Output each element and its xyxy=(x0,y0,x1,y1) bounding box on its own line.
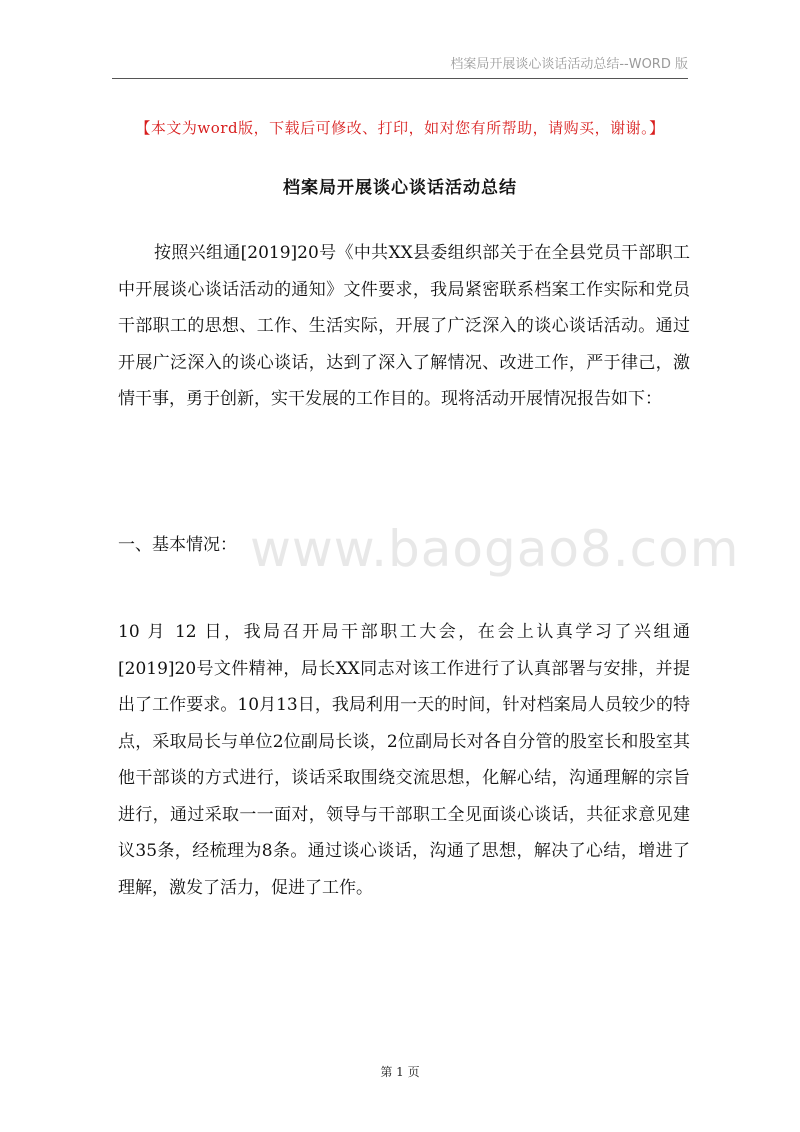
basic-info-paragraph: 10 月 12 日，我局召开局干部职工大会，在会上认真学习了兴组通[2019]20号文件精神，局长XX同志对该工作进行了认真部署与安排，并提出了工作要求。10月13日，我局利用一天的时间，针对档案局人员较少的特点，采取局长与单位2位副局长谈，2位副局长对各自分管的股室长和股室其他干部谈的方式进行，谈话采取围绕交流思想，化解心结，沟通理解的宗旨进行，通过采取一一面对，领导与干部职工全见面谈心谈话，共征求意见建议35条，经梳理为8条。通过谈心谈话，沟通了思想，解决了心结，增进了理解，激发了活力，促进了工作。 xyxy=(118,622,690,898)
intro-paragraph: 按照兴组通[2019]20号《中共XX县委组织部关于在全县党员干部职工中开展谈心谈话活动的通知》文件要求，我局紧密联系档案工作实际和党员干部职工的思想、工作、生活实际，开展了广泛深入的谈心谈话活动。通过开展广泛深入的谈心谈话，达到了深入了解情况、改进工作，严于律己，激情干事，勇于创新，实干发展的工作目的。现将活动开展情况报告如下： xyxy=(118,243,690,409)
page-number: 第 1 页 xyxy=(380,1065,420,1079)
document-title: 档案局开展谈心谈话活动总结 xyxy=(283,178,517,198)
purchase-notice: 【本文为word版，下载后可修改、打印，如对您有所帮助，请购买，谢谢。】 xyxy=(135,119,665,137)
watermark-text: www.baogao8.com xyxy=(250,520,740,578)
header-divider xyxy=(112,78,688,79)
running-header-title: 档案局开展谈心谈话活动总结--WORD 版 xyxy=(450,57,688,72)
section-heading-basic-info: 一、基本情况： xyxy=(118,535,237,555)
